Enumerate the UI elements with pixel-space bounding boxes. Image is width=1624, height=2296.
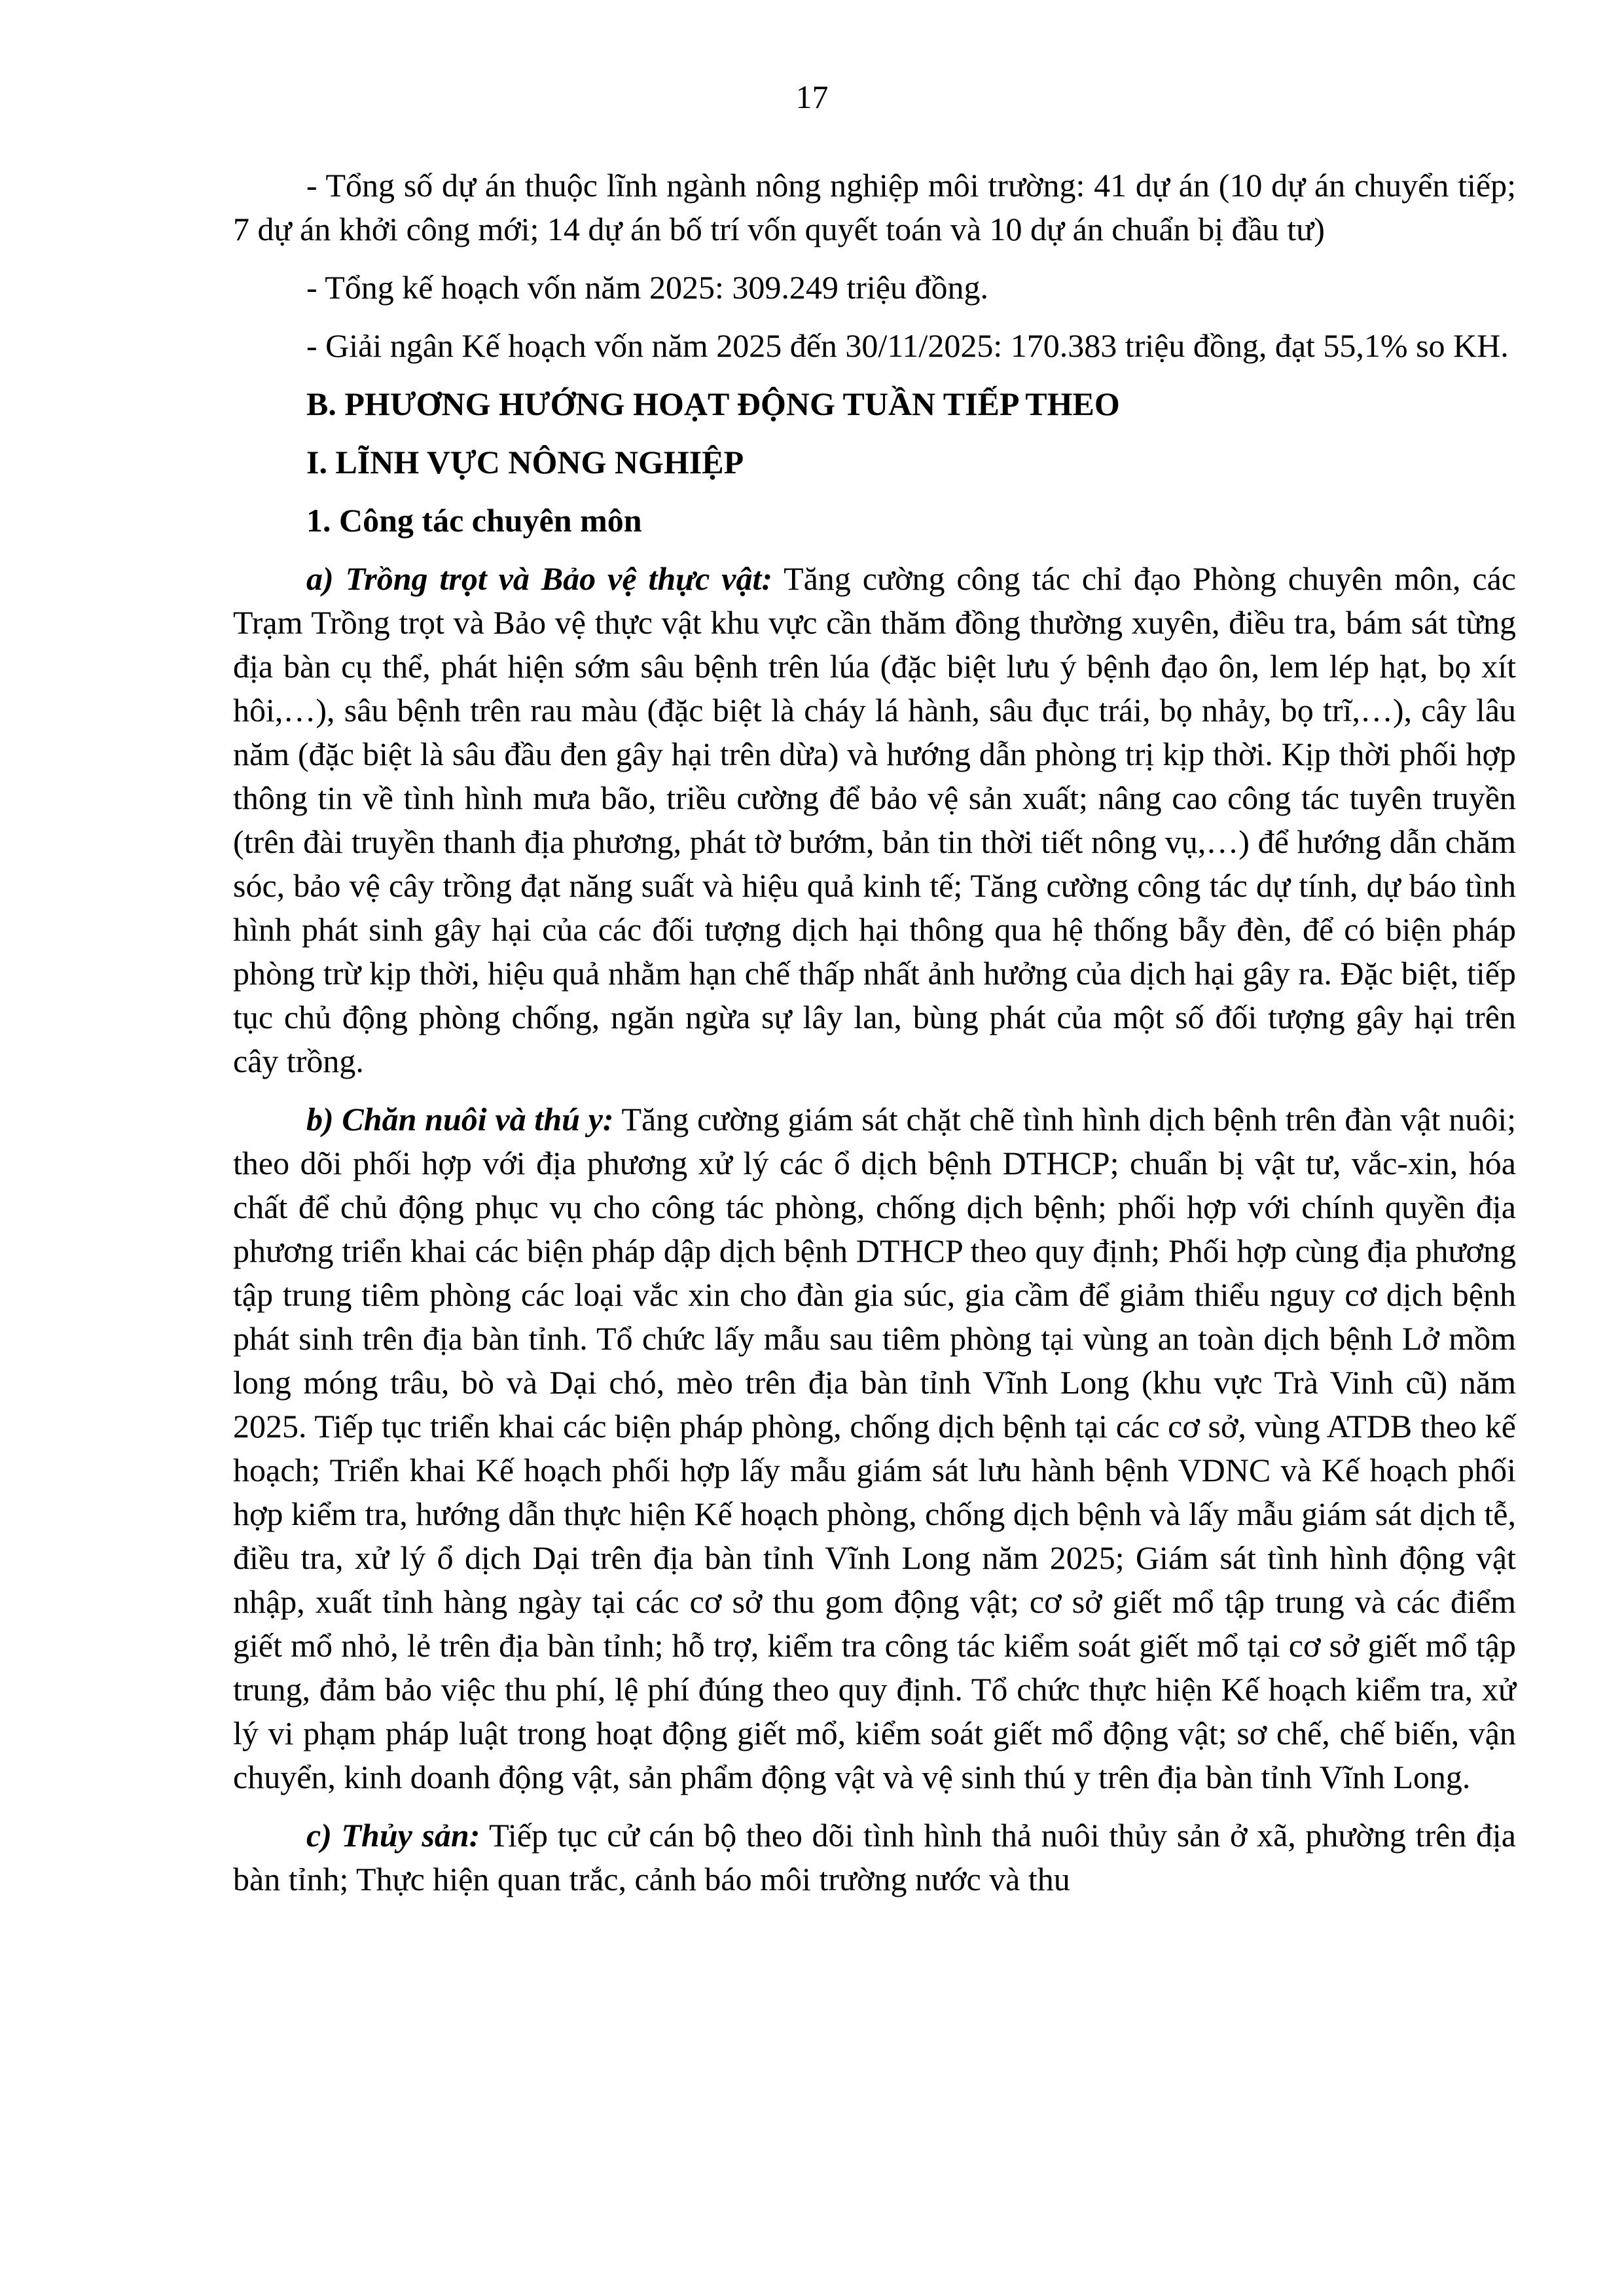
heading-section-b: B. PHƯƠNG HƯỚNG HOẠT ĐỘNG TUẦN TIẾP THEO [306, 386, 1120, 422]
paragraph-fisheries-lead: c) Thủy sản: [306, 1817, 480, 1854]
summary-capital-plan: - Tổng kế hoạch vốn năm 2025: 309.249 triệu đồng. [306, 269, 988, 306]
heading-section-i: I. LĨNH VỰC NÔNG NGHIỆP [306, 444, 744, 480]
paragraph-crops-lead: a) Trồng trọt và Bảo vệ thực vật: [306, 560, 773, 597]
paragraph-livestock-text: Tăng cường giám sát chặt chẽ tình hình dịch bệnh trên đàn vật nuôi; theo dõi phối hợp với địa phương xử lý các ổ dịch bệnh DTHCP; chuẩn bị vật tư, vắc-xin, hóa chất để chủ động phục vụ cho công tác phòng, chống dịch bệnh; phối hợp với chính quyền địa phương triển khai các biện pháp dập dịch bệnh DTHCP theo quy định; Phối hợp cùng địa phương tập trung tiêm phòng các loại vắc xin cho đàn gia súc, gia cầm để giảm thiểu nguy cơ dịch bệnh phát sinh trên địa bàn tỉnh. Tổ chức lấy mẫu sau tiêm phòng tại vùng an toàn dịch bệnh Lở mồm long móng trâu, bò và Dại chó, mèo trên địa bàn tỉnh Vĩnh Long (khu vực Trà Vinh cũ) năm 2025. Tiếp tục triển khai các biện pháp phòng, chống dịch bệnh tại các cơ sở, vùng ATDB theo kế hoạch; Triển khai Kế hoạch phối hợp lấy mẫu giám sát lưu hành bệnh VDNC và Kế hoạch phối hợp kiểm tra, hướng dẫn thực hiện Kế hoạch phòng, chống dịch bệnh và lấy mẫu giám sát dịch tễ, điều tra, xử lý ổ dịch Dại trên địa bàn tỉnh Vĩnh Long năm 2025; Giám sát tình hình động vật nhập, xuất tỉnh hàng ngày tại các cơ sở thu gom động vật; cơ sở giết mổ tập trung và các điểm giết mổ nhỏ, lẻ trên địa bàn tỉnh; hỗ trợ, kiểm tra công tác kiểm soát giết mổ tại cơ sở giết mổ tập trung, đảm bảo việc thu phí, lệ phí đúng theo quy định. Tổ chức thực hiện Kế hoạch kiểm tra, xử lý vi phạm pháp luật trong hoạt động giết mổ, kiểm soát giết mổ động vật; sơ chế, chế biến, vận chuyển, kinh doanh động vật, sản phẩm động vật và vệ sinh thú y trên địa bàn tỉnh Vĩnh Long. [233, 1101, 1516, 1795]
paragraph-livestock-lead: b) Chăn nuôi và thú y: [306, 1101, 614, 1138]
paragraph-fisheries [233, 1814, 1516, 1901]
summary-projects: - Tổng số dự án thuộc lĩnh ngành nông nghiệp môi trường: 41 dự án (10 dự án chuyển tiếp; 7 dự án khởi công mới; 14 dự án bố trí vốn quyết toán và 10 dự án chuẩn bị đầu tư) [233, 167, 1516, 247]
heading-subsection-1: 1. Công tác chuyên môn [306, 502, 642, 539]
page-number: 17 [795, 79, 829, 115]
document-body [233, 164, 1516, 1916]
paragraph-crops-text: Tăng cường công tác chỉ đạo Phòng chuyên môn, các Trạm Trồng trọt và Bảo vệ thực vật khu vực cần thăm đồng thường xuyên, điều tra, bám sát từng địa bàn cụ thể, phát hiện sớm sâu bệnh trên lúa (đặc biệt lưu ý bệnh đạo ôn, lem lép hạt, bọ xít hôi,…), sâu bệnh trên rau màu (đặc biệt là cháy lá hành, sâu đục trái, bọ nhảy, bọ trĩ,…), cây lâu năm (đặc biệt là sâu đầu đen gây hại trên dừa) và hướng dẫn phòng trị kịp thời. Kịp thời phối hợp thông tin về tình hình mưa bão, triều cường để bảo vệ sản xuất; nâng cao công tác tuyên truyền (trên đài truyền thanh địa phương, phát tờ bướm, bản tin thời tiết nông vụ,…) để hướng dẫn chăm sóc, bảo vệ cây trồng đạt năng suất và hiệu quả kinh tế; Tăng cường công tác dự tính, dự báo tình hình phát sinh gây hại của các đối tượng dịch hại thông qua hệ thống bẫy đèn, để có biện pháp phòng trừ kịp thời, hiệu quả nhằm hạn chế thấp nhất ảnh hưởng của dịch hại gây ra. Đặc biệt, tiếp tục chủ động phòng chống, ngăn ngừa sự lây lan, bùng phát của một số đối tượng gây hại trên cây trồng. [233, 560, 1516, 1079]
paragraph-fisheries-text: Tiếp tục cử cán bộ theo dõi tình hình thả nuôi thủy sản ở xã, phường trên địa bàn tỉnh; Thực hiện quan trắc, cảnh báo môi trường nước và thu [233, 1817, 1516, 1897]
summary-disbursement: - Giải ngân Kế hoạch vốn năm 2025 đến 30/11/2025: 170.383 triệu đồng, đạt 55,1% so KH. [306, 327, 1509, 364]
paragraph-crops [233, 557, 1516, 1083]
paragraph-livestock [233, 1098, 1516, 1799]
